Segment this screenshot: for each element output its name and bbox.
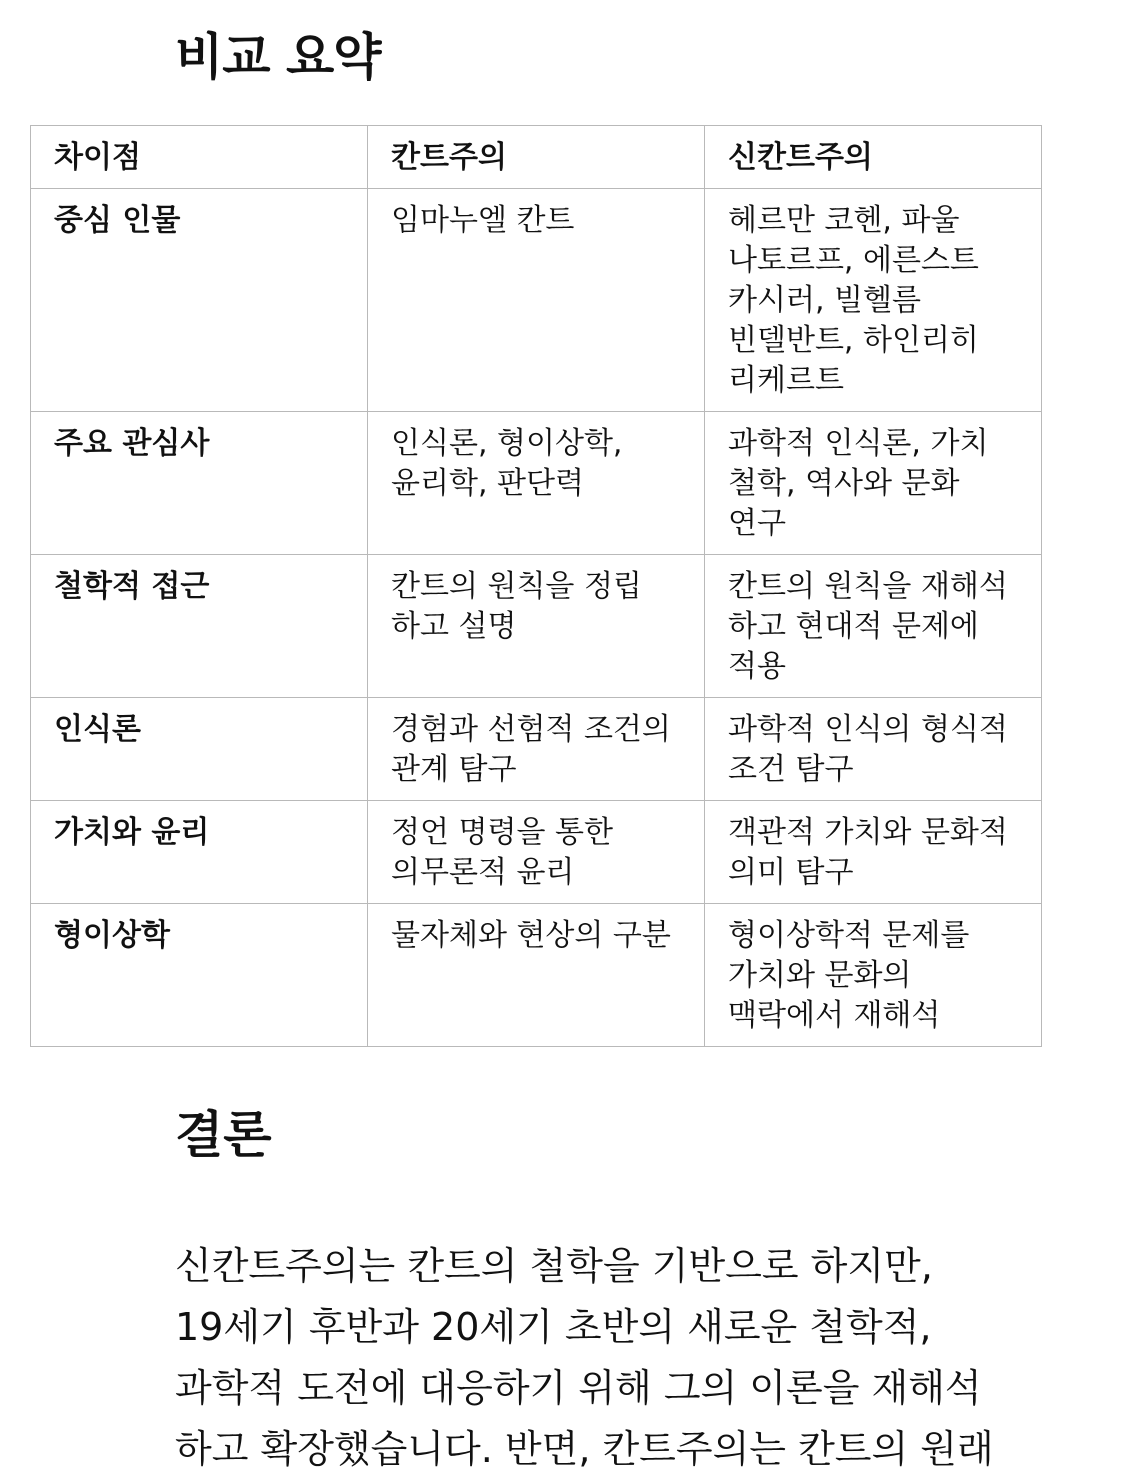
row-kantianism: 물자체와 현상의 구분 xyxy=(368,904,705,1047)
conclusion-title: 결론 xyxy=(175,1106,272,1164)
table-row xyxy=(31,555,1042,698)
row-kantianism: 칸트의 원칙을 정립 하고 설명 xyxy=(368,555,705,698)
row-neo-kantianism: 객관적 가치와 문화적 의미 탐구 xyxy=(705,801,1042,904)
row-aspect: 인식론 xyxy=(31,698,368,801)
row-neo-kantianism: 형이상학적 문제를 가치와 문화의 맥락에서 재해석 xyxy=(705,904,1042,1047)
row-kantianism: 경험과 선험적 조건의 관계 탐구 xyxy=(368,698,705,801)
row-neo-kantianism: 칸트의 원칙을 재해석 하고 현대적 문제에 적용 xyxy=(705,555,1042,698)
header-kantianism: 칸트주의 xyxy=(368,126,705,189)
section-title: 비교 요약 xyxy=(175,28,381,86)
table-row xyxy=(31,412,1042,555)
row-kantianism: 임마누엘 칸트 xyxy=(368,189,705,412)
header-neo-kantianism: 신칸트주의 xyxy=(705,126,1042,189)
row-neo-kantianism: 헤르만 코헨, 파울 나토르프, 에른스트 카시러, 빌헬름 빈델반트, 하인리히 리케르트 xyxy=(705,189,1042,412)
table-row xyxy=(31,189,1042,412)
row-aspect: 철학적 접근 xyxy=(31,555,368,698)
row-kantianism: 정언 명령을 통한 의무론적 윤리 xyxy=(368,801,705,904)
comparison-table xyxy=(30,125,1042,1047)
table-row xyxy=(31,904,1042,1047)
conclusion-paragraph: 신칸트주의는 칸트의 철학을 기반으로 하지만, 19세기 후반과 20세기 초반의 새로운 철학적, 과학적 도전에 대응하기 위해 그의 이론을 재해석 하고 확장했습니다. 반면, 칸트주의는 칸트의 원래 xyxy=(175,1244,994,1471)
table-row xyxy=(31,698,1042,801)
row-aspect: 가치와 윤리 xyxy=(31,801,368,904)
row-kantianism: 인식론, 형이상학, 윤리학, 판단력 xyxy=(368,412,705,555)
row-aspect: 형이상학 xyxy=(31,904,368,1047)
row-neo-kantianism: 과학적 인식론, 가치 철학, 역사와 문화 연구 xyxy=(705,412,1042,555)
row-neo-kantianism: 과학적 인식의 형식적 조건 탐구 xyxy=(705,698,1042,801)
table-row xyxy=(31,801,1042,904)
row-aspect: 주요 관심사 xyxy=(31,412,368,555)
header-aspect: 차이점 xyxy=(31,126,368,189)
row-aspect: 중심 인물 xyxy=(31,189,368,412)
table-header-row xyxy=(31,126,1042,189)
